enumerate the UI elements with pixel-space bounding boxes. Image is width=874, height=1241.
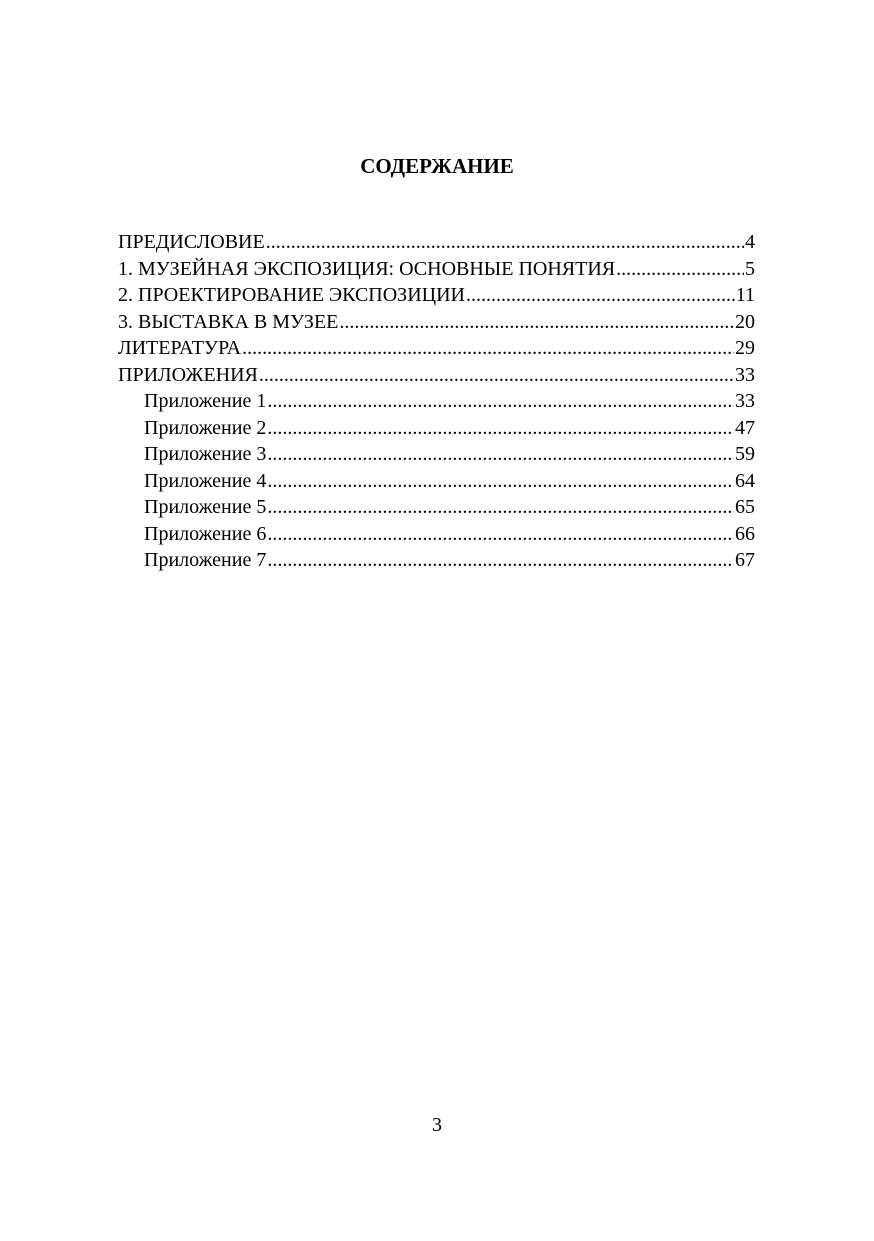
toc-entry-label: 1. МУЗЕЙНАЯ ЭКСПОЗИЦИЯ: ОСНОВНЫЕ ПОНЯТИЯ	[118, 257, 616, 280]
toc-entry-literature[interactable]	[118, 335, 755, 362]
toc-entry-appendix-6[interactable]	[118, 521, 755, 548]
toc-leader-dots	[266, 229, 744, 256]
page-title: СОДЕРЖАНИЕ	[360, 154, 514, 178]
toc-entry-page: 5	[745, 257, 755, 280]
toc-entry-chapter-1[interactable]	[118, 256, 755, 283]
toc-leader-dots	[466, 282, 735, 309]
toc-entry-page: 20	[735, 310, 755, 333]
toc-leader-dots	[267, 547, 734, 574]
toc-entry-page: 66	[735, 522, 755, 545]
toc-entry-label: Приложение 2	[144, 416, 267, 439]
table-of-contents	[118, 229, 755, 574]
toc-entry-page: 33	[735, 363, 755, 386]
toc-entry-appendix-5[interactable]	[118, 494, 755, 521]
toc-leader-dots	[267, 441, 734, 468]
toc-entry-page: 33	[735, 390, 755, 412]
toc-entry-appendices[interactable]	[118, 362, 755, 389]
toc-leader-dots	[242, 335, 734, 362]
toc-entry-label: Приложение 6	[144, 522, 267, 545]
toc-entry-preface[interactable]	[118, 229, 755, 256]
toc-entry-label: Приложение 1	[144, 390, 267, 412]
toc-entry-appendix-1[interactable]	[118, 388, 755, 415]
toc-entry-chapter-2[interactable]	[118, 282, 755, 309]
toc-entry-label: Приложение 3	[144, 443, 267, 465]
toc-entry-appendix-4[interactable]	[118, 468, 755, 495]
toc-leader-dots	[267, 494, 734, 521]
page-number: 3	[432, 1114, 442, 1136]
toc-entry-label: 3. ВЫСТАВКА В МУЗЕЕ	[118, 310, 339, 333]
toc-entry-page: 59	[735, 443, 755, 465]
toc-leader-dots	[267, 415, 734, 442]
toc-entry-appendix-3[interactable]	[118, 441, 755, 468]
toc-entry-label: Приложение 5	[144, 496, 267, 518]
toc-leader-dots	[267, 388, 734, 415]
toc-entry-page: 4	[745, 231, 755, 253]
toc-entry-label: ЛИТЕРАТУРА	[118, 337, 242, 359]
toc-leader-dots	[259, 362, 734, 389]
toc-entry-label: 2. ПРОЕКТИРОВАНИЕ ЭКСПОЗИЦИИ	[118, 284, 465, 306]
toc-leader-dots	[616, 256, 744, 283]
toc-entry-page: 67	[735, 549, 755, 571]
toc-entry-chapter-3[interactable]	[118, 309, 755, 336]
toc-entry-label: ПРИЛОЖЕНИЯ	[118, 363, 258, 386]
toc-entry-page: 11	[735, 284, 755, 306]
toc-entry-appendix-2[interactable]	[118, 415, 755, 442]
toc-entry-label: Приложение 4	[144, 469, 267, 492]
toc-entry-page: 64	[735, 469, 755, 492]
toc-entry-page: 29	[735, 337, 755, 359]
toc-leader-dots	[339, 309, 734, 336]
toc-entry-appendix-7[interactable]	[118, 547, 755, 574]
toc-entry-label: ПРЕДИСЛОВИЕ	[118, 231, 265, 253]
toc-leader-dots	[267, 521, 734, 548]
toc-entry-page: 65	[735, 496, 755, 518]
toc-entry-page: 47	[735, 416, 755, 439]
toc-entry-label: Приложение 7	[144, 549, 267, 571]
toc-leader-dots	[267, 468, 734, 495]
